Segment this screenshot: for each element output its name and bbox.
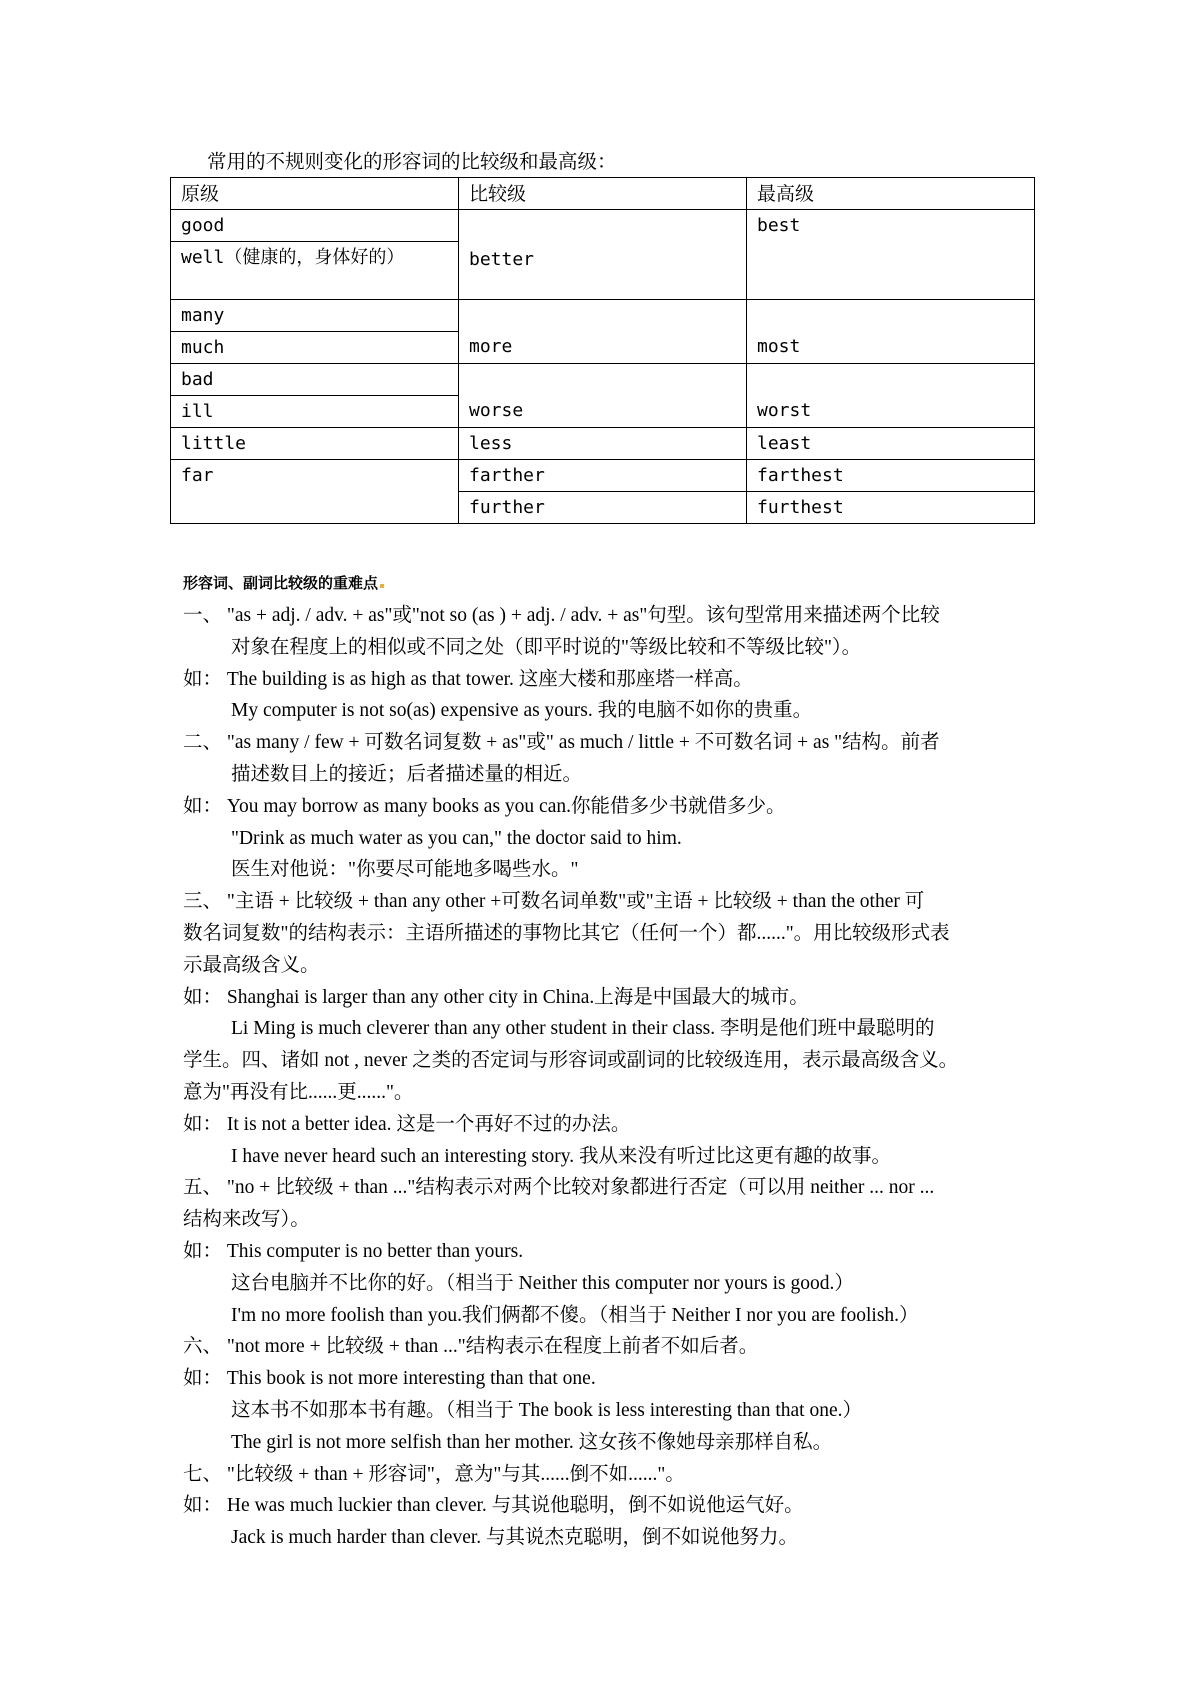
header-positive: 原级 xyxy=(171,178,459,210)
cell-farther: farther xyxy=(459,460,747,492)
point-1-heading: 一、 "as + adj. / adv. + as"或"not so (as ) + adj. / adv. + as"句型。该句型常用来描述两个比较 xyxy=(183,605,940,626)
point-6-heading: 六、 "not more + 比较级 + than ..."结构表示在程度上前者不如后者。 xyxy=(183,1336,759,1358)
example-line: The girl is not more selfish than her mother. 这女孩不像她母亲那样自私。 xyxy=(231,1431,833,1453)
cell-most: most xyxy=(747,300,1035,364)
cell-good: good xyxy=(171,210,459,242)
cell-far: far xyxy=(171,460,459,524)
point-4-heading: 学生。四、诸如 not , never 之类的否定词与形容词或副词的比较级连用，表示最高级含义。 xyxy=(183,1050,959,1072)
example-line: My computer is not so(as) expensive as yours. 我的电脑不如你的贵重。 xyxy=(231,700,813,722)
text-line: 意为"再没有比......更......"。 xyxy=(183,1081,414,1103)
example-line: Li Ming is much cleverer than any other student in their class. 李明是他们班中最聪明的 xyxy=(231,1018,935,1040)
table-intro: 常用的不规则变化的形容词的比较级和最高级： xyxy=(207,150,617,173)
cell-less: less xyxy=(459,428,747,460)
table-row xyxy=(171,364,1035,396)
example-line: 这本书不如那本书有趣。（相当于 The book is less interesting than that one.） xyxy=(231,1399,862,1421)
text-line: 描述数目上的接近；后者描述量的相近。 xyxy=(231,763,583,785)
header-comparative: 比较级 xyxy=(459,178,747,210)
cell-more: more xyxy=(459,300,747,364)
table-row xyxy=(171,460,1035,492)
cell-ill: ill xyxy=(171,396,459,428)
text-line: 对象在程度上的相似或不同之处（即平时说的"等级比较和不等级比较"）。 xyxy=(231,636,862,658)
cell-better: better xyxy=(459,210,747,300)
cell-worse: worse xyxy=(459,364,747,428)
marker-dot xyxy=(380,584,384,588)
cell-little: little xyxy=(171,428,459,460)
table-row xyxy=(171,300,1035,332)
example-line: 如： It is not a better idea. 这是一个再好不过的办法。 xyxy=(183,1113,631,1135)
example-line: Jack is much harder than clever. 与其说杰克聪明，倒不如说他努力。 xyxy=(231,1527,799,1549)
cell-worst: worst xyxy=(747,364,1035,428)
text-line: 示最高级含义。 xyxy=(183,954,320,976)
cell-best: best xyxy=(747,210,1035,300)
example-line: I have never heard such an interesting story. 我从来没有听过比这更有趣的故事。 xyxy=(231,1145,891,1167)
header-superlative: 最高级 xyxy=(747,178,1035,210)
text-line: 结构来改写）。 xyxy=(183,1209,310,1231)
example-line: 如： This book is not more interesting than that one. xyxy=(183,1368,596,1390)
example-line: 如： You may borrow as many books as you can.你能借多少书就借多少。 xyxy=(183,795,786,817)
example-line: I'm no more foolish than you.我们俩都不傻。（相当于 Neither I nor you are foolish.） xyxy=(231,1304,919,1326)
example-line: 如： Shanghai is larger than any other city in China.上海是中国最大的城市。 xyxy=(183,986,809,1008)
cell-furthest: furthest xyxy=(747,492,1035,524)
cell-much: much xyxy=(171,332,459,364)
cell-many: many xyxy=(171,300,459,332)
example-line: 如： This computer is no better than yours. xyxy=(183,1240,524,1262)
lesson-body xyxy=(183,600,1033,1554)
table-row xyxy=(171,210,1035,242)
table-row xyxy=(171,428,1035,460)
point-7-heading: 七、 "比较级 + than + 形容词"，意为"与其......倒不如......"。 xyxy=(183,1463,685,1485)
example-line: 如： He was much luckier than clever. 与其说他聪明，倒不如说他运气好。 xyxy=(183,1495,804,1517)
cell-farthest: farthest xyxy=(747,460,1035,492)
cell-least: least xyxy=(747,428,1035,460)
cell-well: well（健康的，身体好的） xyxy=(171,242,459,300)
example-line: 这台电脑并不比你的好。（相当于 Neither this computer nor yours is good.） xyxy=(231,1272,854,1294)
irregular-adjective-table xyxy=(170,177,1035,524)
example-line: 如： The building is as high as that tower. 这座大楼和那座塔一样高。 xyxy=(183,668,753,690)
cell-bad: bad xyxy=(171,364,459,396)
table-header-row xyxy=(171,178,1035,210)
cell-further: further xyxy=(459,492,747,524)
example-line: "Drink as much water as you can," the doctor said to him. xyxy=(231,827,682,849)
section-title: 形容词、副词比较级的重难点 xyxy=(183,573,384,593)
text-line: 数名词复数"的结构表示：主语所描述的事物比其它（任何一个）都......"。用比较级形式表 xyxy=(183,922,950,944)
point-5-heading: 五、 "no + 比较级 + than ..."结构表示对两个比较对象都进行否定（可以用 neither ... nor ... xyxy=(183,1177,935,1199)
point-2-heading: 二、 "as many / few + 可数名词复数 + as"或" as much / little + 不可数名词 + as "结构。前者 xyxy=(183,732,940,754)
point-3-heading: 三、 "主语 + 比较级 + than any other +可数名词单数"或"主语 + 比较级 + than the other 可 xyxy=(183,891,925,913)
example-line: 医生对他说："你要尽可能地多喝些水。" xyxy=(231,859,579,881)
